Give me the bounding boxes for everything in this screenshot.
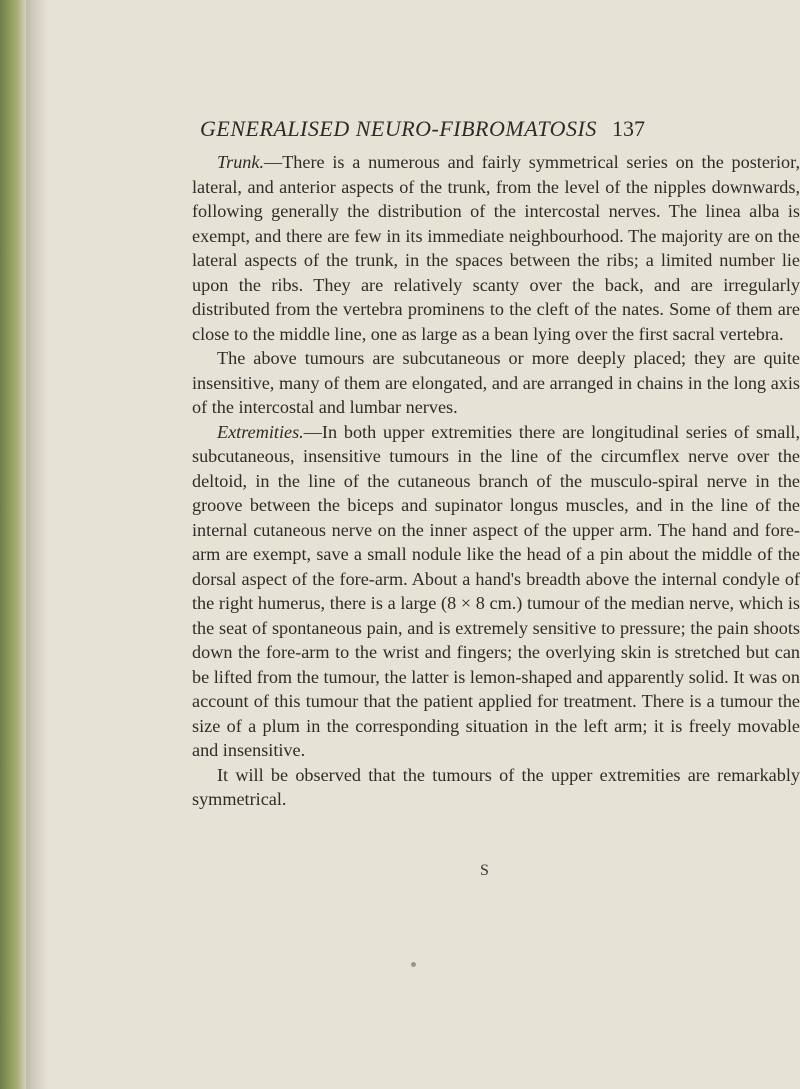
paragraph-text: —There is a numerous and fairly symmetrical series on the posterior, lateral, and anterior aspects of the trunk, from the level of the nipples downwards, following generally the distribution of the intercostal nerves. The linea alba is exempt, and there are few in its immediate neighbourhood. The majority are on the lateral aspects of the trunk, in the spaces between the ribs; a limited number lie upon the ribs. They are relatively scanty over the back, and are irregularly distributed from the vertebra prominens to the cleft of the nates. Some of them are close to the middle line, one as large as a bean lying over the first sacral vertebra. bbox=[192, 152, 800, 344]
running-title: GENERALISED NEURO-FIBROMATOSIS bbox=[200, 116, 597, 141]
paragraph-extremities bbox=[192, 420, 800, 763]
section-heading-extremities: Extremities. bbox=[217, 421, 304, 442]
book-binding-edge bbox=[0, 0, 26, 1089]
section-heading-trunk: Trunk. bbox=[217, 152, 264, 172]
paragraph-text: The above tumours are subcutaneous or more deeply placed; they are quite insensitive, many of them are elongated, and are arranged in chains in the long axis of the intercostal and lumbar nerves. bbox=[192, 348, 800, 417]
paragraph-trunk bbox=[192, 150, 800, 346]
paragraph-symmetry bbox=[192, 763, 800, 812]
gutter-shadow bbox=[26, 0, 48, 1089]
body-text bbox=[192, 150, 800, 812]
paragraph-tumour-character bbox=[192, 346, 800, 420]
signature-mark: S bbox=[480, 862, 489, 879]
book-page bbox=[48, 0, 800, 1089]
paragraph-text: —In both upper extremities there are longitudinal series of small, subcutaneous, insensitive tumours in the line of the circumflex nerve over the deltoid, in the line of the cutaneous branch of the musculo-spiral nerve in the groove between the biceps and supinator longus muscles, and in the line of the internal cutaneous nerve on the inner aspect of the upper arm. The hand and fore-arm are exempt, save a small nodule like the head of a pin about the middle of the dorsal aspect of the fore-arm. About a hand's breadth above the internal condyle of the right humerus, there is a large (8 × 8 cm.) tumour of the median nerve, which is the seat of spontaneous pain, and is extremely sensitive to pressure; the pain shoots down the fore-arm to the wrist and fingers; the overlying skin is stretched but can be lifted from the tumour, the latter is lemon-shaped and apparently solid. It was on account of this tumour that the patient applied for treatment. There is a tumour the size of a plum in the corresponding situation in the left arm; it is freely movable and insensitive. bbox=[192, 421, 800, 760]
page-number: 137 bbox=[612, 116, 645, 141]
paper-speck bbox=[411, 962, 416, 967]
paragraph-text: It will be observed that the tumours of the upper extremities are remarkably symmetrical. bbox=[192, 764, 800, 809]
